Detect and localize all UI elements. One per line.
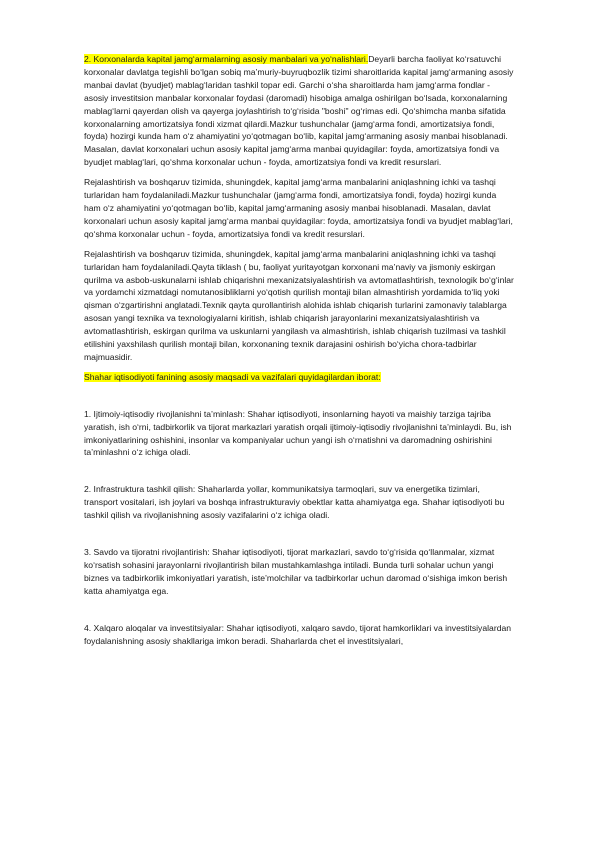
list-item: 4. Xalqaro aloqalar va investitsiyalar: Shahar iqtisodiyoti, xalqaro savdo, tijorat hamkorliklari va investitsiyalardan foydalanishning asosiy shakllariga imkon beradi. Shaharlarda chet el investitsiyalari,	[84, 622, 512, 646]
paragraph-intro	[84, 53, 514, 169]
list-item: 2. Infrastruktura tashkil qilish: Shaharlarda yollar, kommunikatsiya tarmoqlari, suv va energetika tizimlari, transport vositalari, ish joylari va boshqa infrastrukturaviy obektlar katta ahamiyatga ega. Shahar iqtisodiyoti bu tashkil qilish va rivojlanishning asosiy vazifalarini o‘z ichiga oladi.	[84, 484, 505, 521]
paragraph-intro-body: Deyarli barcha faoliyat ko‘rsatuvchi korxonalar davlatga tegishli bo‘lgan sobiq ma’muriy-buyruqbozlik tizimi sharoitlarida kapital jamg‘armaning asosiy manbai davlat (byudjet) mablag‘laridan tashkil topar edi. Garchi o‘sha sharoitlarda ham jamg‘arma fondlar - asosiy investitsion manbalar korxonalar foydasi (daromadi) hisobiga amalga oshirilgan bo‘lsada, korxonalarning mablag‘larni qayerdan olish va qayerga joylashtirish to‘g‘risida "boshi" og‘rimas edi. Qo‘shimcha manba sifatida korxonalarning amortizatsiya fondi xizmat qilardi.Mazkur tushunchalar (jamg‘arma fondi, amortizatsiya fondi, foyda) hozirgi kunda ham o‘z ahamiyatini yo‘qotmagan bo‘lib, kapital jamg‘armaning asosiy manbai hisoblanadi. Masalan, davlat korxonalari uchun asosiy kapital jamg‘arma manbai quyidagilar: foyda, amortizatsiya fondi va byudjet mablag‘lari, qo‘shma korxonalar uchun - foyda, amortizatsiya fondi va kredit resurslari.	[84, 54, 514, 168]
list-item: 1. Ijtimoiy-iqtisodiy rivojlanishni ta’minlash: Shahar iqtisodiyoti, insonlarning hayoti va maishiy tarziga tajriba yaratish, ish o‘rni, tadbirkorlik va tijorat markazlari yaratish orqali ijtimoiy-iqtisodiy rivojlanishni ta’minlaydi. Bu, ish imkoniyatlarining oshishini, insonlar va kompaniyalar uchun yangi ish o‘rnatishni va daromadning oshirishini ta’minlashni o‘z ichiga oladi.	[84, 408, 512, 458]
spacer	[84, 529, 514, 546]
section-heading-goals	[84, 371, 514, 384]
list-item: 3. Savdo va tijoratni rivojlantirish: Shahar iqtisodiyoti, tijorat markazlari, savdo to‘g‘risida qo‘llanmalar, xizmat ko‘rsatish sohasini jarayonlarni rivojlantirish bilan mustahkamlashga intiladi. Bunda turli sohalar uchun yangi biznes va tadbirkorlik imkoniyatlari yaratish, iste’molchilar va tadbirkorlar uchun daromad o‘sishiga imkon berish katta ahamiyatga ega.	[84, 547, 508, 596]
spacer	[84, 466, 514, 483]
spacer	[84, 605, 514, 622]
section-heading-goals-text: Shahar iqtisodiyoti fanining asosiy maqsadi va vazifalari quyidagilardan iborat:	[84, 371, 381, 382]
document-page	[84, 53, 514, 655]
spacer	[84, 391, 514, 408]
section-heading-capital: 2. Korxonalarda kapital jamg‘armalarning asosiy manbalari va yo‘nalishlari.	[84, 54, 369, 64]
paragraph-planning: Rejalashtirish va boshqaruv tizimida, shuningdek, kapital jamg‘arma manbalarini aniqlashning ichki va tashqi turlaridan ham foydalaniladi.Mazkur tushunchalar (jamg‘arma fondi, amortizatsiya fondi, foyda) hozirgi kunda ham o‘z ahamiyatini yo‘qotmagan bo‘lib, kapital jamg‘armaning asosiy manbai hisoblanadi. Masalan, davlat korxonalari uchun asosiy kapital jamg‘arma manbai quyidagilar: foyda, amortizatsiya fondi va byudjet mablag‘lari, qo‘shma korxonalar uchun - foyda, amortizatsiya fondi va kredit resurslari.	[84, 177, 513, 239]
paragraph-reconstruction: Rejalashtirish va boshqaruv tizimida, shuningdek, kapital jamg‘arma manbalarini aniqlashning ichki va tashqi turlaridan ham foydalaniladi.Qayta tiklash ( bu, faoliyat yuritayotgan korxonani ma’naviy va jismoniy eskirgan qurilma va asbob-uskunalarni ishlab chiqarishni mexanizatsiyalashtirish va avtomatlashtirish, texnologik bo‘g‘inlar va yordamchi xizmatdagi nomutanosibliklarni yo‘qotish qurilish montaji bilan almashtirish yordamida to‘liq yoki qisman o‘zgartirishni anglatadi.Texnik qayta qurollantirish alohida ishlab chiqarish turlarini zamonaviy talablarga asosan yangi texnika va texnologiyalarni kiritish, ishlab chiqarish jarayonlarini mexanizatsiyalashtirish va avtomatlashtirish, eskirgan qurilma va uskunlarni yangilash va almashtirish, ishlab chiqarish tuzilmasi va tashkil etilishini yaxshilash qurilish montaji bilan, korxonaning texnik darajasini oshirish bo‘yicha chora-tadbirlar majmuasidir.	[84, 248, 514, 362]
